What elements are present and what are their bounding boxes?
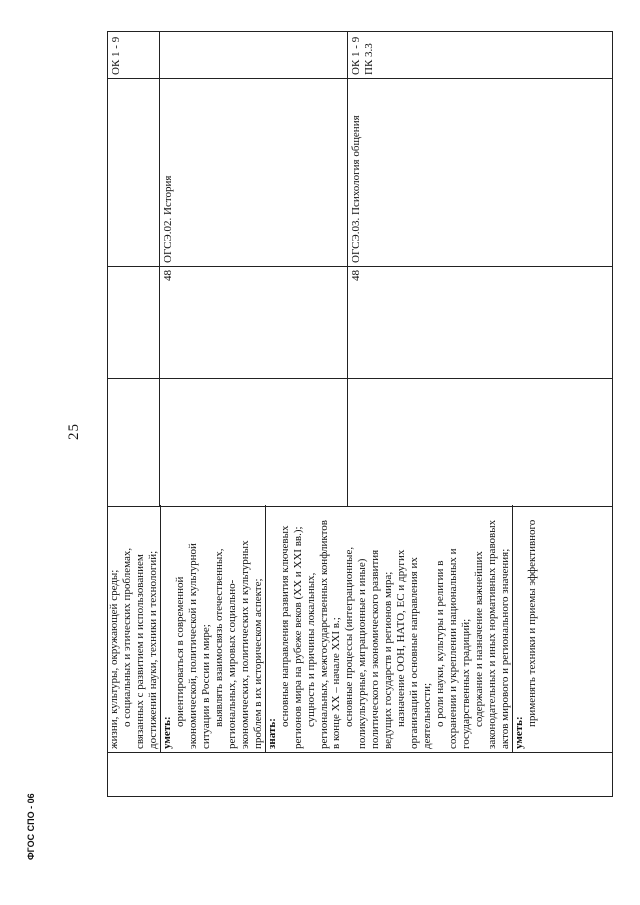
hours-cell bbox=[160, 267, 348, 379]
page-number: 25 bbox=[66, 423, 82, 440]
discipline-cell bbox=[160, 79, 348, 267]
requirement-line: актов мирового и регионального значения; bbox=[499, 548, 512, 749]
col3-cell bbox=[160, 379, 348, 507]
competence-code: ПК 3.3 bbox=[362, 43, 375, 75]
discipline-cell bbox=[108, 79, 160, 267]
requirement-line: экономической, политической и культурной bbox=[186, 543, 199, 749]
requirement-line: в конце XX – начале XXI в.; bbox=[330, 617, 343, 749]
requirement-line: регионов мира на рубеже веков (XX и XXI вв.); bbox=[291, 526, 304, 749]
requirement-line: организаций и основные направления их bbox=[408, 557, 421, 749]
discipline-name: ОГСЭ.03. Психология общения bbox=[350, 115, 362, 263]
requirements-text bbox=[108, 510, 539, 749]
competence-table bbox=[107, 31, 613, 797]
competence-cell bbox=[348, 32, 613, 79]
requirement-line: экономических, политических и культурных bbox=[238, 540, 251, 749]
requirement-line: связанных с развитием и использованием bbox=[133, 554, 146, 749]
hours-cell bbox=[108, 267, 160, 379]
index-cell bbox=[108, 753, 613, 797]
hours-cell bbox=[348, 267, 613, 379]
requirement-line: государственных традиций; bbox=[460, 618, 473, 749]
requirement-line: достижений науки, техники и технологий; bbox=[146, 550, 159, 749]
competence-code: ОК 1 - 9 bbox=[110, 36, 122, 75]
section-heading: уметь: bbox=[512, 505, 526, 753]
requirement-line: политического и экономического развития bbox=[369, 549, 382, 749]
requirement-line: о роли науки, культуры и религии в bbox=[434, 560, 447, 727]
requirement-line: ведущих государств и регионов мира; bbox=[382, 571, 395, 749]
requirement-line: ситуации в России и мире; bbox=[199, 624, 212, 749]
requirement-line: деятельности; bbox=[421, 682, 434, 749]
competence-code: ОК 1 - 9 bbox=[350, 36, 362, 75]
requirement-line: законодательных и иных нормативных правовых bbox=[486, 519, 499, 749]
requirement-line: выявлять взаимосвязь отечественных, bbox=[212, 548, 225, 727]
discipline-cell bbox=[348, 79, 613, 267]
competence-cell bbox=[108, 32, 160, 79]
section-heading: знать: bbox=[265, 505, 279, 753]
footer-code: ФГОС СПО - 06 bbox=[26, 793, 36, 860]
requirement-line: жизни, культуры, окружающей среды; bbox=[108, 569, 120, 749]
hours-value: 48 bbox=[350, 270, 362, 281]
requirements-cell bbox=[108, 507, 613, 753]
col3-cell bbox=[108, 379, 160, 507]
col3-cell bbox=[348, 379, 613, 507]
rotated-table bbox=[107, 32, 612, 797]
requirement-line: сущность и причины локальных, bbox=[304, 572, 317, 727]
discipline-name: ОГСЭ.02. История bbox=[162, 175, 174, 263]
competence-cell bbox=[160, 32, 348, 79]
requirement-line: содержание и назначение важнейших bbox=[473, 551, 486, 727]
requirement-line: основные направления развития ключевых bbox=[278, 525, 291, 727]
requirement-line: назначение ООН, НАТО, ЕС и других bbox=[395, 549, 408, 727]
requirement-line: сохранении и укреплении национальных и bbox=[447, 548, 460, 749]
requirement-line: региональных, межгосударственных конфликтов bbox=[317, 520, 330, 749]
requirement-line: поликультурные, миграционные и иные) bbox=[356, 558, 369, 749]
hours-value: 48 bbox=[162, 270, 174, 281]
requirement-line: региональных, мировых социально- bbox=[225, 579, 238, 749]
requirement-line: ориентироваться в современной bbox=[173, 576, 186, 727]
requirement-line: проблем в их историческом аспекте; bbox=[251, 578, 264, 749]
requirement-line: основные процессы (интеграционные, bbox=[343, 546, 356, 727]
requirement-line: применять техники и приемы эффективного bbox=[526, 519, 538, 727]
requirement-line: о социальных и этических проблемах, bbox=[120, 547, 133, 727]
section-heading: уметь: bbox=[160, 505, 174, 753]
table-row bbox=[108, 32, 160, 797]
